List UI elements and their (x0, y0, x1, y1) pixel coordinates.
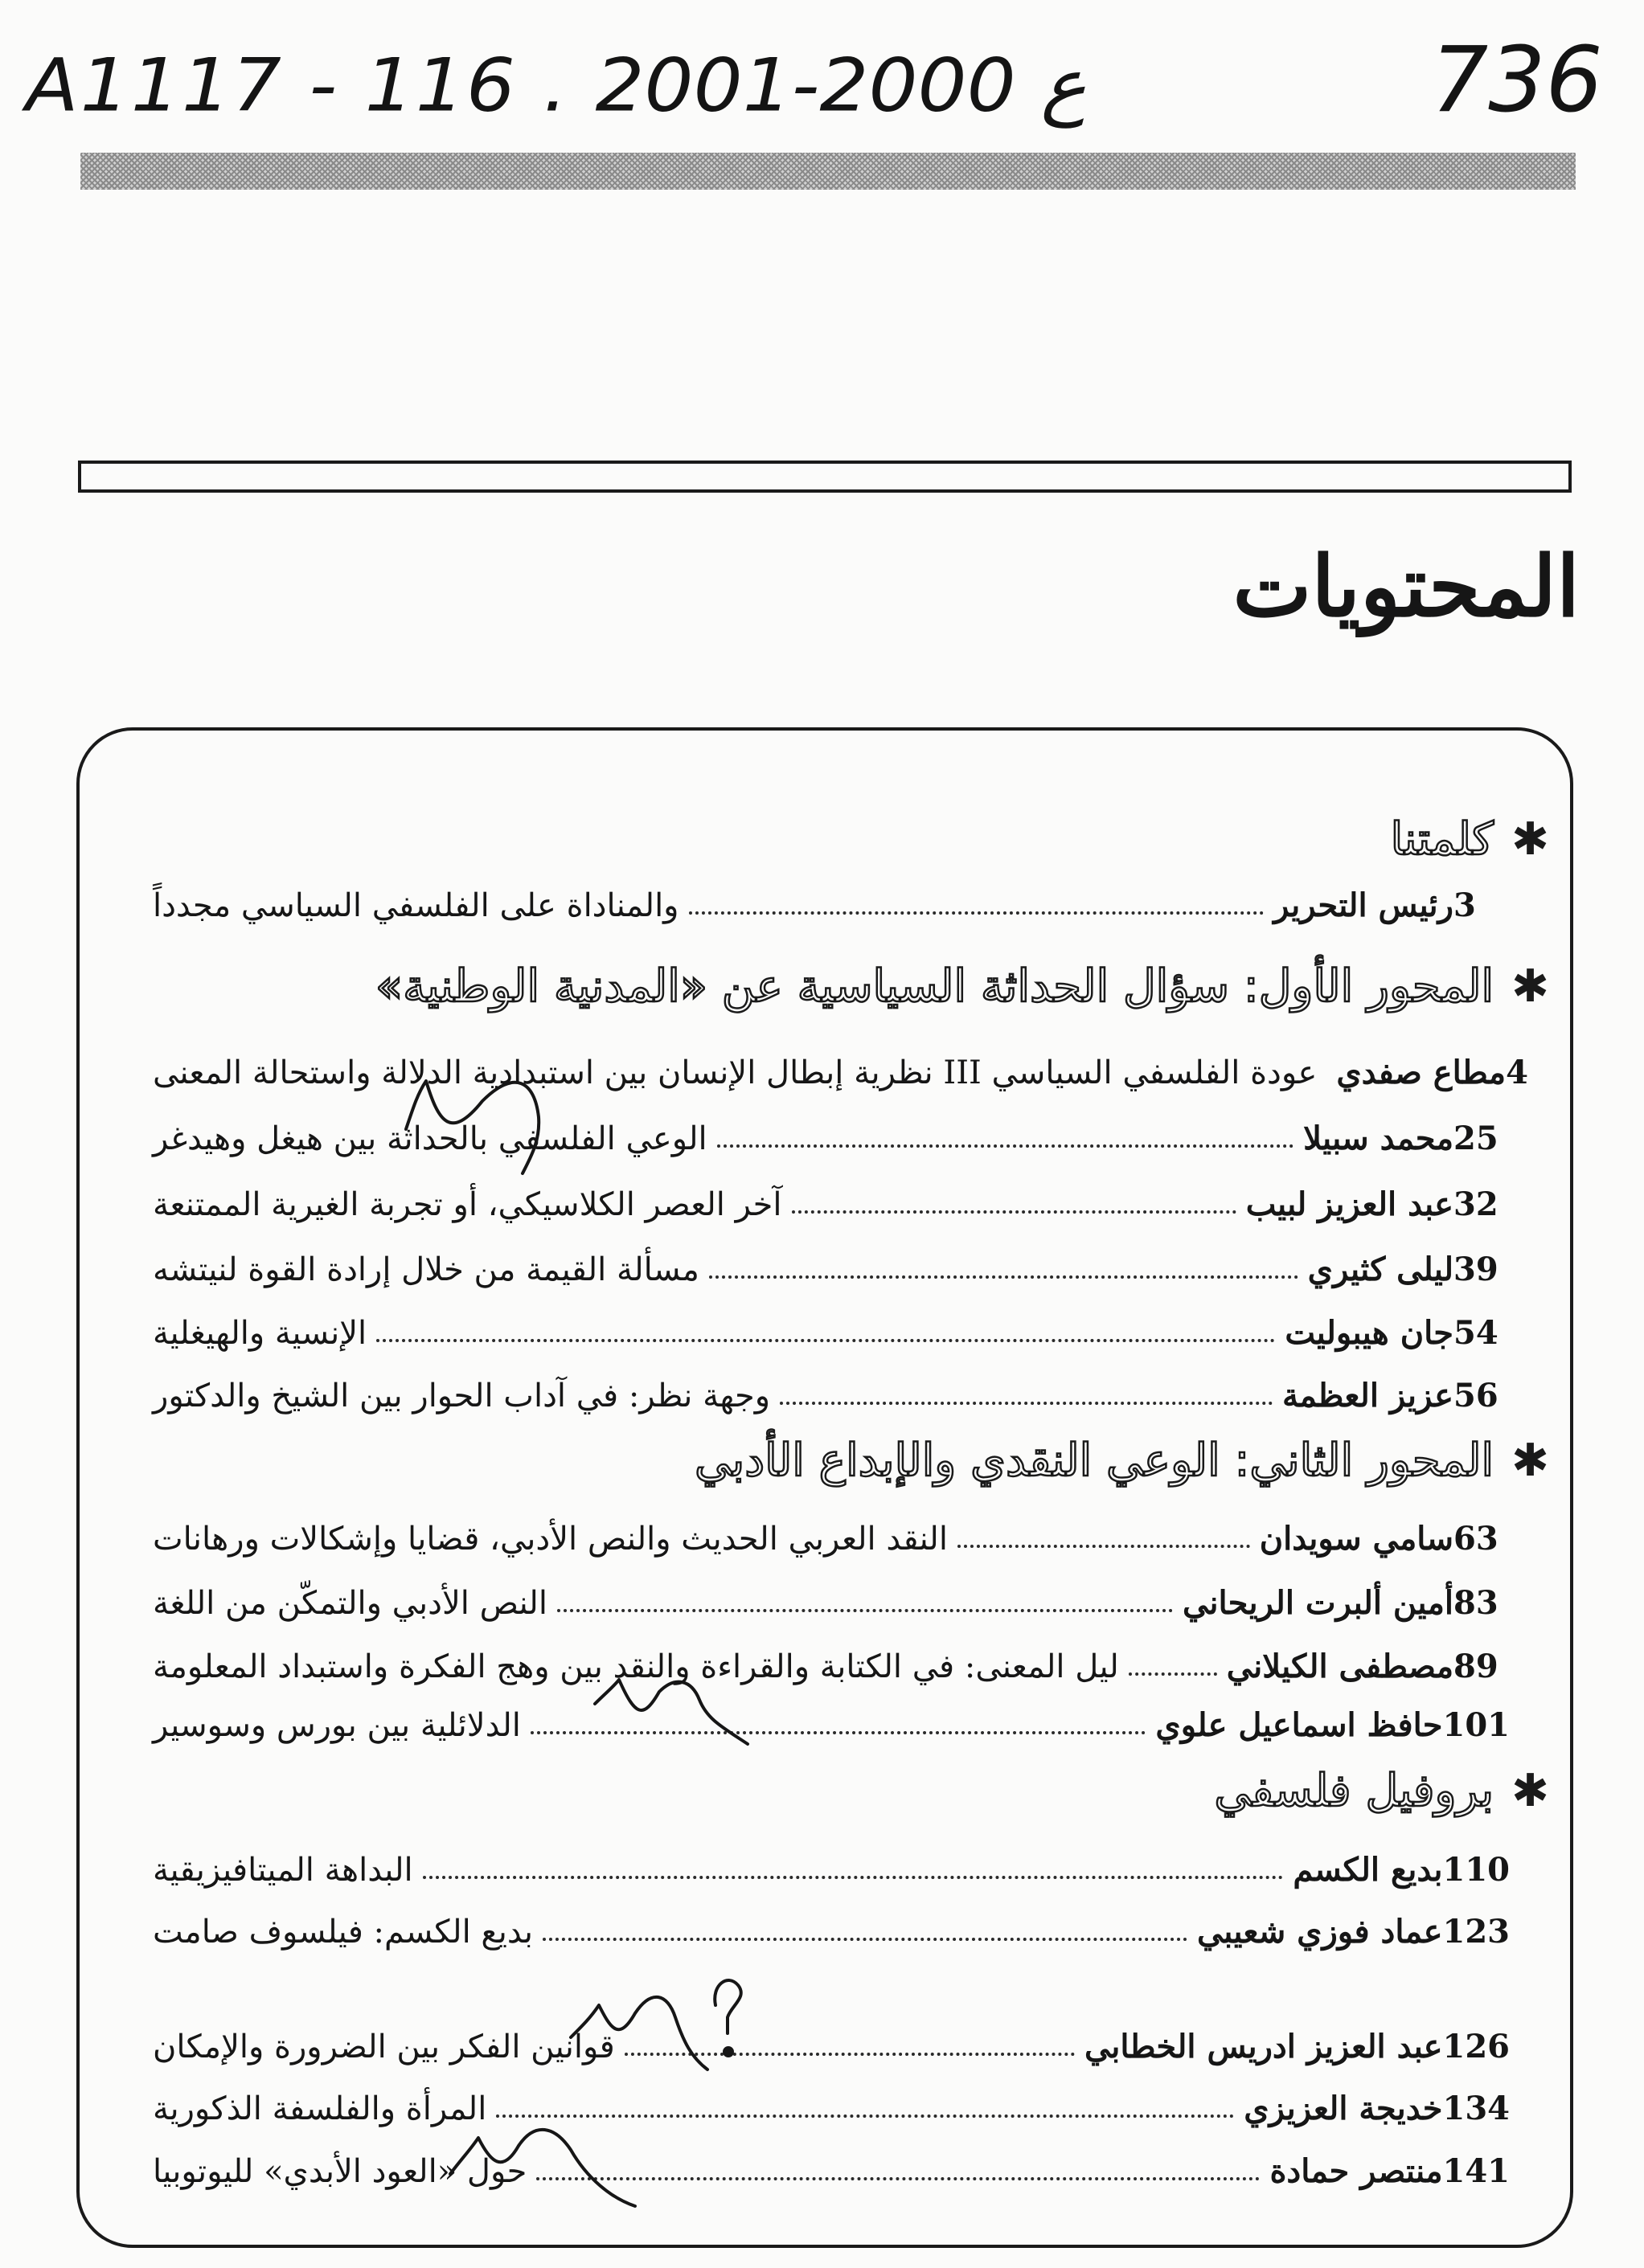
toc-entry (153, 1902, 1510, 1951)
dot-leader (423, 1876, 1284, 1879)
entry-page: 54 (1453, 1314, 1498, 1352)
dot-leader (792, 1210, 1236, 1214)
entry-title: حول «العود الأبدي» لليوتوبيا (153, 2153, 527, 2190)
entry-author: أمين ألبرت الريحاني (1183, 1584, 1453, 1622)
asterisk-icon: ✱ (1511, 1765, 1549, 1817)
entry-author: عبد العزيز ادريس الخطابي (1084, 2028, 1443, 2065)
toc-entry (153, 2017, 1510, 2065)
entry-page: 101 (1442, 1706, 1510, 1744)
dot-leader (689, 911, 1265, 915)
entry-title: والمناداة على الفلسفي السياسي مجدداً (153, 887, 679, 924)
toc-entry (153, 876, 1510, 924)
entry-title: ليل المعنى: في الكتابة والقراءة والنقد بين وهج الفكرة واستبداد المعلومة (153, 1648, 1119, 1685)
toc-entry (153, 1574, 1510, 1622)
entry-page: 63 (1453, 1520, 1498, 1558)
dot-leader (557, 1609, 1173, 1612)
entry-author: حافظ اسماعيل علوي (1155, 1706, 1443, 1744)
entry-page: 89 (1453, 1648, 1498, 1685)
section-heading-axis-one (375, 960, 1549, 1013)
entry-title: النص الأدبي والتمكّن من اللغة (153, 1585, 547, 1622)
toc-entry (153, 2079, 1510, 2127)
entry-page: 56 (1453, 1377, 1498, 1414)
handwritten-number: 736 (1431, 28, 1603, 133)
entry-title: آخر العصر الكلاسيكي، أو تجربة الغيرية الممتنعة (153, 1186, 782, 1223)
asterisk-icon: ✱ (1511, 813, 1549, 866)
entry-title: مسألة القيمة من خلال إرادة القوة لنيتشه (153, 1251, 699, 1288)
section-heading-text: المحور الأول: سؤال الحداثة السياسية عن «المدنية الوطنية» (375, 960, 1494, 1013)
page-title: المحتويات (1232, 537, 1580, 636)
section-heading-text: بروفيل فلسفي (1214, 1765, 1494, 1817)
handwritten-code: A1117 - 116 . ع 2000-2001 (26, 42, 1087, 129)
dot-leader (780, 1402, 1273, 1405)
entry-title: المرأة والفلسفة الذكورية (153, 2090, 487, 2127)
handwritten-annotation (0, 24, 1644, 161)
entry-author: سامي سويدان (1259, 1520, 1453, 1558)
entry-author: محمد سبيلا (1303, 1120, 1453, 1157)
entry-page: 83 (1453, 1584, 1498, 1622)
toc-entry (153, 1509, 1510, 1558)
header-rule-box (78, 461, 1572, 493)
entry-title: بديع الكسم: فيلسوف صامت (153, 1914, 533, 1951)
dot-leader (717, 1144, 1294, 1148)
dot-leader (957, 1545, 1250, 1548)
dot-leader (531, 1731, 1146, 1734)
toc-entry (153, 1304, 1510, 1352)
entry-author: جان هيبوليت (1285, 1314, 1453, 1352)
entry-author: عبد العزيز لبيب (1245, 1185, 1453, 1223)
section-heading-axis-two (695, 1435, 1549, 1487)
entry-author: ليلى كثيري (1307, 1251, 1453, 1288)
dot-leader (536, 2177, 1260, 2180)
entry-title: البداهة الميتافيزيقية (153, 1852, 413, 1889)
entry-page: 126 (1442, 2028, 1510, 2065)
entry-title: الإنسية والهيغلية (153, 1315, 367, 1352)
entry-author: مطاع صفدي (1336, 1054, 1507, 1091)
toc-entry (153, 1240, 1510, 1288)
entry-page: 3 (1453, 886, 1476, 924)
entry-author: مصطفى الكيلاني (1226, 1648, 1453, 1685)
toc-entry (153, 1637, 1510, 1685)
dot-leader (496, 2114, 1234, 2118)
entry-page: 123 (1442, 1913, 1510, 1951)
entry-author: منتصر حمادة (1269, 2152, 1443, 2190)
section-heading-text: كلمتنا (1390, 813, 1494, 866)
entry-page: 110 (1442, 1851, 1510, 1889)
entry-title: وجهة نظر: في آداب الحوار بين الشيخ والدكتور (153, 1378, 771, 1414)
entry-author: عزيز العظمة (1281, 1377, 1453, 1414)
entry-author: بديع الكسم (1293, 1851, 1443, 1889)
toc-entry (153, 1109, 1510, 1157)
entry-title: الدلائلية بين بورس وسوسير (153, 1707, 521, 1744)
asterisk-icon: ✱ (1511, 1435, 1549, 1487)
entry-page: 32 (1453, 1185, 1498, 1223)
toc-entry (153, 1175, 1510, 1223)
toc-entry (153, 2142, 1510, 2190)
entry-page: 4 (1506, 1054, 1528, 1091)
toc-entry (153, 1696, 1510, 1744)
dot-leader (376, 1339, 1275, 1342)
entry-page: 25 (1453, 1120, 1498, 1157)
section-heading-editorial (1391, 813, 1549, 866)
entry-author: رئيس التحرير (1273, 886, 1453, 924)
dot-leader (1129, 1672, 1217, 1676)
dot-leader (709, 1275, 1298, 1279)
entry-page: 141 (1442, 2152, 1510, 2190)
entry-page: 39 (1453, 1251, 1498, 1288)
entry-author: عماد فوزي شعيبي (1196, 1913, 1443, 1951)
asterisk-icon: ✱ (1511, 960, 1549, 1013)
dot-leader (625, 2053, 1075, 2056)
section-heading-profile (1214, 1765, 1549, 1817)
entry-title: عودة الفلسفي السياسي III نظرية إبطال الإنسان بين استبدادية الدلالة واستحالة المعنى (153, 1054, 1318, 1091)
entry-title: الوعي الفلسفي بالحداثة بين هيغل وهيدغر (153, 1120, 707, 1157)
entry-title: النقد العربي الحديث والنص الأدبي، قضايا وإشكالات ورهانات (153, 1521, 948, 1558)
entry-title: قوانين الفكر بين الضرورة والإمكان (153, 2029, 615, 2065)
section-heading-text: المحور الثاني: الوعي النقدي والإبداع الأدبي (694, 1435, 1494, 1487)
toc-entry (153, 1043, 1528, 1091)
toc-entry (153, 1840, 1510, 1889)
hatched-band (80, 153, 1576, 190)
entry-author: خديجة العزيزي (1244, 2090, 1443, 2127)
dot-leader (543, 1938, 1187, 1941)
entry-page: 134 (1442, 2090, 1510, 2127)
toc-entry (153, 1366, 1510, 1414)
